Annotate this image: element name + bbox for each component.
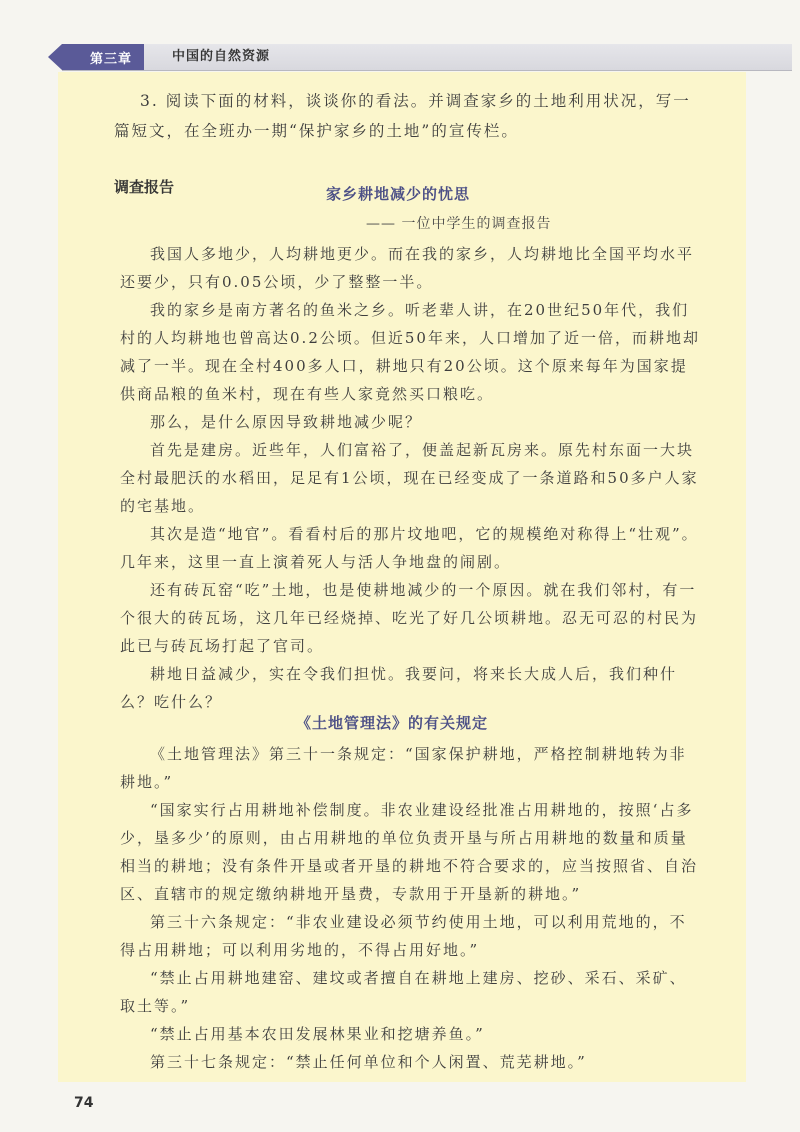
law-paragraph: 《土地管理法》第三十一条规定：“国家保护耕地，严格控制耕地转为非耕地。” (120, 745, 687, 791)
question-3: 3. 阅读下面的材料，谈谈你的看法。并调查家乡的土地利用状况，写一篇短文，在全班办一期“保护家乡的土地”的宣传栏。 (114, 92, 691, 140)
report-paragraph: 首先是建房。近些年，人们富裕了，便盖起新瓦房来。原先村东面一大块全村最肥沃的水稻田，足足有1公顷，现在已经变成了一条道路和50多户人家的宅基地。 (120, 441, 699, 515)
law-paragraph: 第三十七条规定：“禁止任何单位和个人闲置、荒芜耕地。” (150, 1053, 587, 1071)
report-paragraph: 那么，是什么原因导致耕地减少呢？ (150, 413, 423, 431)
law-paragraph: 第三十六条规定：“非农业建设必须节约使用土地，可以利用荒地的，不得占用耕地；可以利用劣地的，不得占用好地。” (120, 913, 687, 959)
chapter-tab (62, 44, 144, 70)
report-body (120, 240, 700, 716)
report-subtitle: —— 一位中学生的调查报告 (366, 216, 552, 232)
report-paragraph: 耕地日益减少，实在令我们担忧。我要问，将来长大成人后，我们种什么？吃什么？ (120, 665, 678, 711)
law-paragraph: “禁止占用基本农田发展林果业和挖塘养鱼。” (150, 1025, 485, 1043)
law-paragraph: “国家实行占用耕地补偿制度。非农业建设经批准占用耕地的，按照‘占多少，垦多少’的原则，由占用耕地的单位负责开垦与所占用耕地的数量和质量相当的耕地；没有条件开垦或者开垦的耕地不符合要求的，应当按照省、自治区、直辖市的规定缴纳耕地开垦费，专款用于开垦新的耕地。” (120, 801, 699, 903)
chapter-label: 第三章 (90, 51, 133, 67)
law-paragraph: “禁止占用耕地建窑、建坟或者擅自在耕地上建房、挖砂、采石、采矿、取土等。” (120, 969, 687, 1015)
report-paragraph: 还有砖瓦窑“吃”土地，也是使耕地减少的一个原因。就在我们邻村，有一个很大的砖瓦场，这几年已经烧掉、吃光了好几公顷耕地。忍无可忍的村民为此已与砖瓦场打起了官司。 (120, 581, 699, 655)
report-paragraph: 其次是造“地官”。看看村后的那片坟地吧，它的规模绝对称得上“壮观”。几年来，这里一直上演着死人与活人争地盘的闹剧。 (120, 525, 699, 571)
law-title: 《土地管理法》的有关规定 (296, 714, 489, 732)
report-title: 家乡耕地减少的忧思 (326, 185, 471, 203)
report-label: 调查报告 (114, 178, 175, 196)
report-paragraph: 我国人多地少，人均耕地更少。而在我的家乡，人均耕地比全国平均水平还要少，只有0.05公顷，少了整整一半。 (120, 245, 695, 291)
chapter-title: 中国的自然资源 (172, 49, 271, 64)
law-body (120, 740, 700, 1076)
page-number: 74 (74, 1095, 94, 1111)
report-paragraph: 我的家乡是南方著名的鱼米之乡。听老辈人讲，在20世纪50年代，我们村的人均耕地也曾高达0.2公顷。但近50年来，人口增加了近一倍，而耕地却减了一半。现在全村400多人口，耕地只有20公顷。这个原来每年为国家提供商品粮的鱼米村，现在有些人家竟然买口粮吃。 (120, 301, 700, 403)
